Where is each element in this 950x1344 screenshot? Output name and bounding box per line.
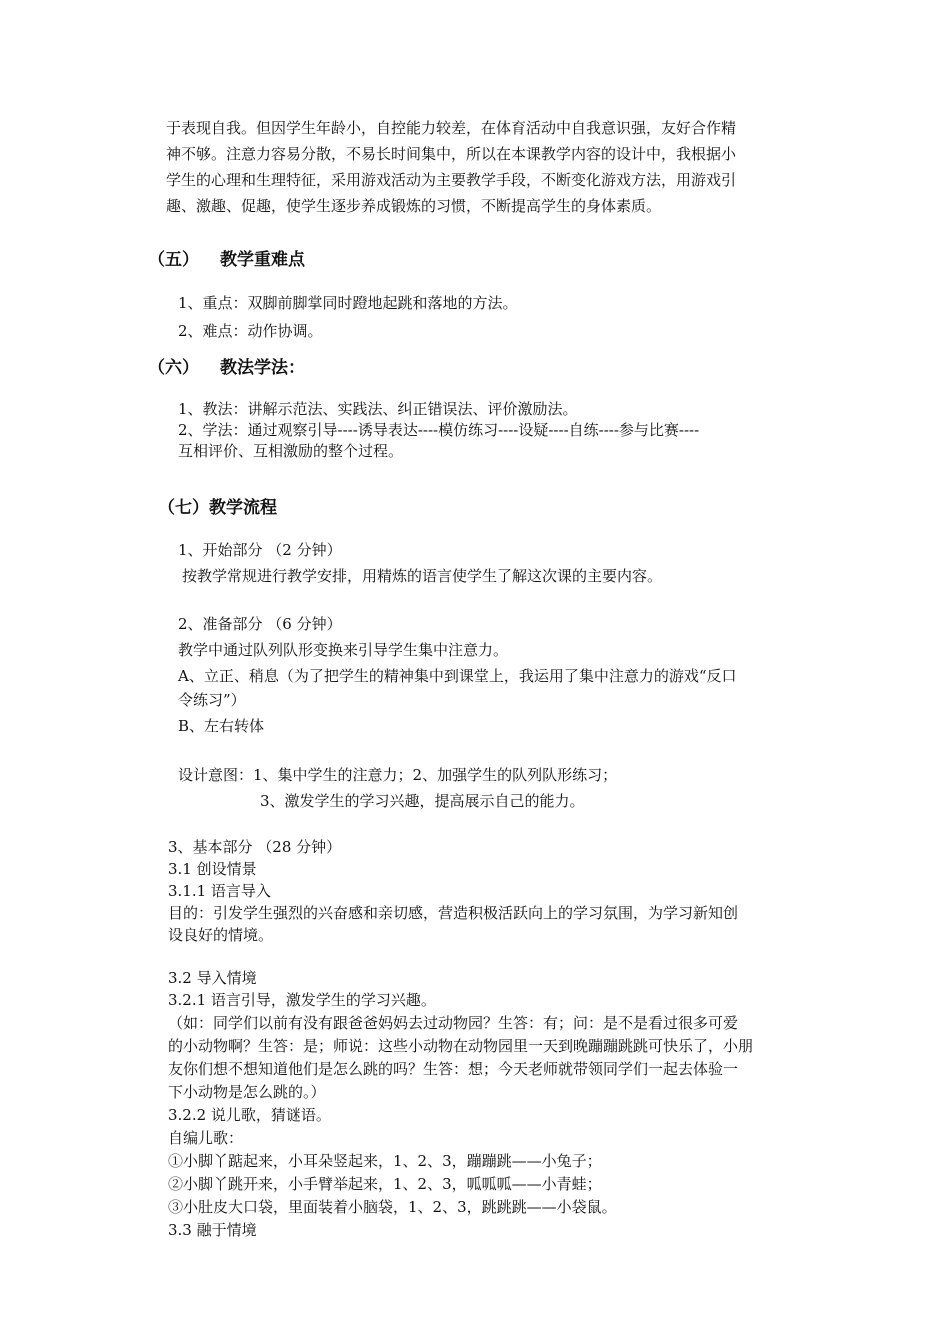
section5-number: （五）: [148, 250, 199, 270]
section5-title: 教学重难点: [220, 250, 305, 270]
section6-line-3: 互相评价、互相激励的整个过程。: [178, 442, 404, 460]
part2-line-4: B、左右转体: [178, 717, 265, 735]
intro-line-3: 学生的心理和生理特征，采用游戏活动为主要教学手段，不断变化游戏方法，用游戏引: [166, 171, 737, 189]
part3b-line-12: 3.3 融于情境: [168, 1221, 257, 1239]
part3b-line-8: 自编儿歌：: [168, 1129, 244, 1147]
part3b-line-4: 的小动物啊？生答：是；师说：这些小动物在动物园里一天到晚蹦蹦跳跳可快乐了，小朋: [168, 1037, 754, 1055]
design-intent-line-2: 3、激发学生的学习兴趣，提高展示自己的能力。: [260, 792, 585, 810]
part3-line-3: 3.1.1 语言导入: [168, 882, 271, 900]
part3-line-1: 3、基本部分 （28 分钟）: [168, 838, 342, 856]
rhyme-line-3: ③小肚皮大口袋，里面装着小脑袋，1、2、3，跳跳跳——小袋鼠。: [168, 1198, 617, 1216]
part3-line-2: 3.1 创设情景: [168, 860, 257, 878]
section5-item-1: 1、重点：双脚前脚掌同时蹬地起跳和落地的方法。: [178, 294, 518, 312]
section6-title: 教法学法：: [220, 358, 305, 378]
part3b-line-1: 3.2 导入情境: [168, 969, 257, 987]
part1-heading: 1、开始部分 （2 分钟）: [178, 541, 342, 559]
part2-heading: 2、准备部分 （6 分钟）: [178, 615, 342, 633]
intro-line-2: 神不够。注意力容易分散，不易长时间集中，所以在本课教学内容的设计中，我根据小: [166, 145, 737, 163]
part3b-line-2: 3.2.1 语言引导，激发学生的学习兴趣。: [168, 991, 436, 1009]
part3-line-4: 目的：引发学生强烈的兴奋感和亲切感，营造积极活跃向上的学习氛围，为学习新知创: [168, 904, 739, 922]
section5-item-2: 2、难点：动作协调。: [178, 322, 323, 340]
design-intent-line-1: 设计意图：1、集中学生的注意力；2、加强学生的队列队形练习；: [178, 766, 618, 784]
section6-line-1: 1、教法：讲解示范法、实践法、纠正错误法、评价激励法。: [178, 400, 578, 418]
part2-line-2: A、立正、稍息（为了把学生的精神集中到课堂上，我运用了集中注意力的游戏“反口: [178, 667, 737, 685]
part3b-line-5: 友你们想不想知道他们是怎么跳的吗？生答：想；今天老师就带领同学们一起去体验一: [168, 1060, 739, 1078]
part2-line-3: 令练习”）: [178, 691, 246, 709]
rhyme-line-1: ①小脚丫踮起来，小耳朵竖起来，1、2、3，蹦蹦跳——小兔子；: [168, 1152, 602, 1170]
part1-text: 按教学常规进行教学安排，用精炼的语言使学生了解这次课的主要内容。: [182, 567, 663, 585]
part3b-line-3: （如：同学们以前有没有跟爸爸妈妈去过动物园？生答：有；问：是不是看过很多可爱: [168, 1014, 739, 1032]
section7-title: （七）教学流程: [158, 498, 277, 518]
part2-line-1: 教学中通过队列队形变换来引导学生集中注意力。: [178, 641, 509, 659]
rhyme-line-2: ②小脚丫跳开来，小手臂举起来，1、2、3，呱呱呱——小青蛙；: [168, 1175, 602, 1193]
section6-line-2: 2、学法：通过观察引导----诱导表达----模仿练习----设疑----自练----参与比赛----: [178, 421, 700, 439]
part3b-line-7: 3.2.2 说儿歌，猜谜语。: [168, 1106, 331, 1124]
section6-number: （六）: [148, 358, 199, 378]
intro-line-1: 于表现自我。但因学生年龄小，自控能力较差，在体育活动中自我意识强，友好合作精: [166, 119, 737, 137]
intro-line-4: 趣、激趣、促趣，使学生逐步养成锻炼的习惯，不断提高学生的身体素质。: [166, 197, 662, 215]
part3-line-5: 设良好的情境。: [168, 926, 274, 944]
part3b-line-6: 下小动物是怎么跳的。）: [168, 1083, 326, 1101]
